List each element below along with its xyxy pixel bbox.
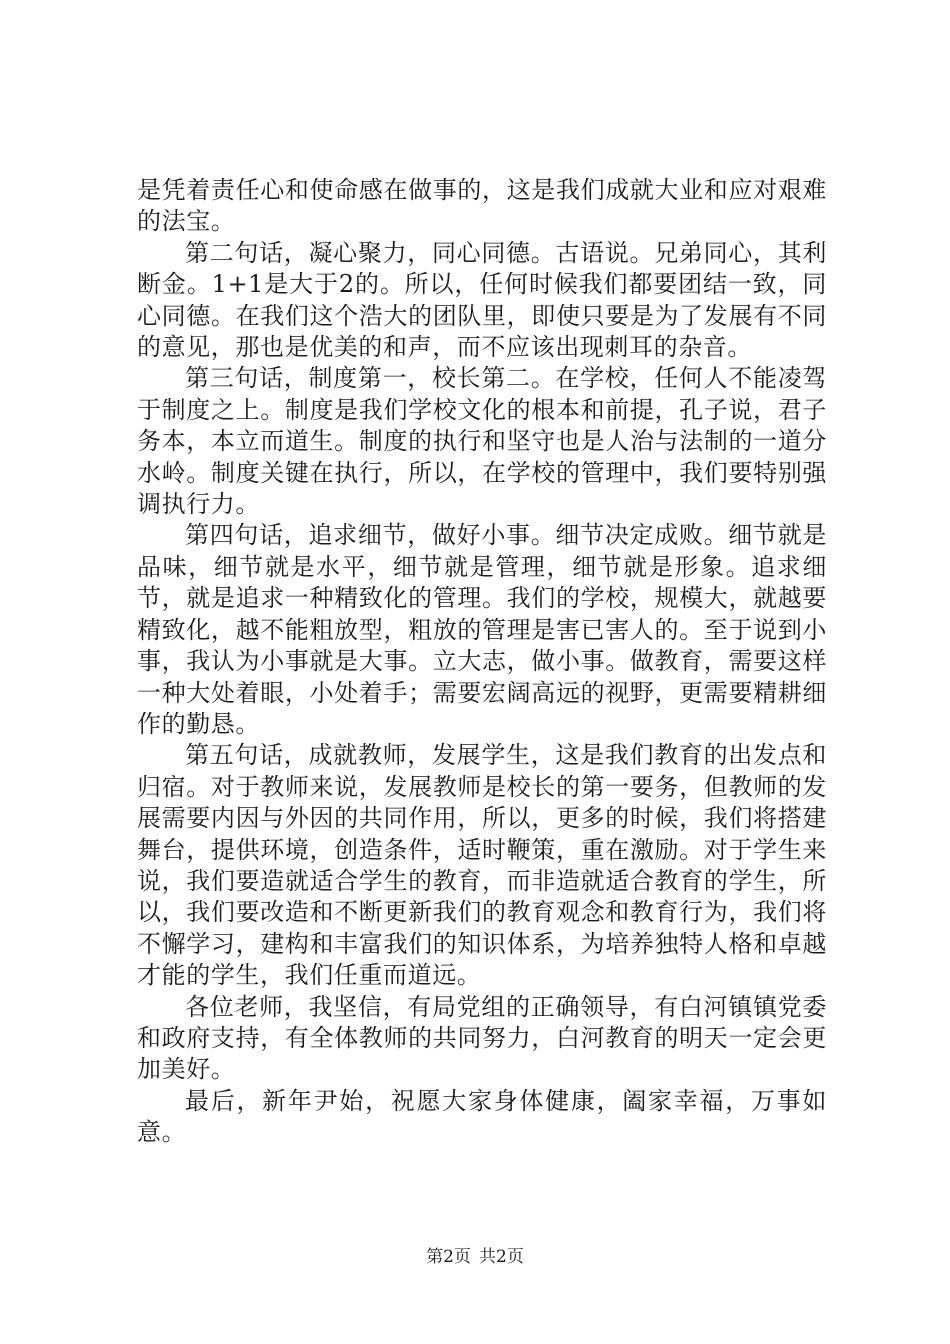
paragraph-5: 第五句话，成就教师，发展学生，这是我们教育的出发点和归宿。对于教师来说，发展教师是校长的第一要务，但教师的发展需要内因与外因的共同作用，所以，更多的时候，我们将搭建舞台，提供环境，创造条件，适时鞭策，重在激励。对于学生来说，我们要造就适合学生的教育，而非造就适合教育的学生，所以，我们要改造和不断更新我们的教育观念和教育行为，我们将不懈学习，建构和丰富我们的知识体系，为培养独特人格和卓越才能的学生，我们任重而道远。 [137,741,827,990]
paragraph-1: 是凭着责任心和使命感在做事的，这是我们成就大业和应对艰难的法宝。 [137,176,827,236]
page-number-total: 共2页 [479,1247,524,1267]
page-footer [0,1246,950,1268]
page-number-current: 第2页 [426,1247,471,1267]
paragraph-4: 第四句话，追求细节，做好小事。细节决定成败。细节就是品味，细节就是水平，细节就是管理，细节就是形象。追求细节，就是追求一种精致化的管理。我们的学校，规模大，就越要精致化，越不能粗放型，粗放的管理是害已害人的。至于说到小事，我认为小事就是大事。立大志，做小事。做教育，需要这样一种大处着眼，小处着手；需要宏阔高远的视野，更需要精耕细作的勤恳。 [137,521,827,738]
paragraph-6: 各位老师，我坚信，有局党组的正确领导，有白河镇镇党委和政府支持，有全体教师的共同努力，白河教育的明天一定会更加美好。 [137,992,827,1084]
paragraph-3: 第三句话，制度第一，校长第二。在学校，任何人不能凌驾于制度之上。制度是我们学校文化的根本和前提，孔子说，君子务本，本立而道生。制度的执行和坚守也是人治与法制的一道分水岭。制度关键在执行，所以，在学校的管理中，我们要特别强调执行力。 [137,364,827,519]
document-body [137,175,827,1149]
paragraph-7: 最后，新年尹始，祝愿大家身体健康，阖家幸福，万事如意。 [137,1086,827,1147]
paragraph-2: 第二句话，凝心聚力，同心同德。古语说。兄弟同心，其利断金。1+1是大于2的。所以，任何时候我们都要团结一致，同心同德。在我们这个浩大的团队里，即使只要是为了发展有不同的意见，那也是优美的和声，而不应该出现刺耳的杂音。 [137,238,827,362]
